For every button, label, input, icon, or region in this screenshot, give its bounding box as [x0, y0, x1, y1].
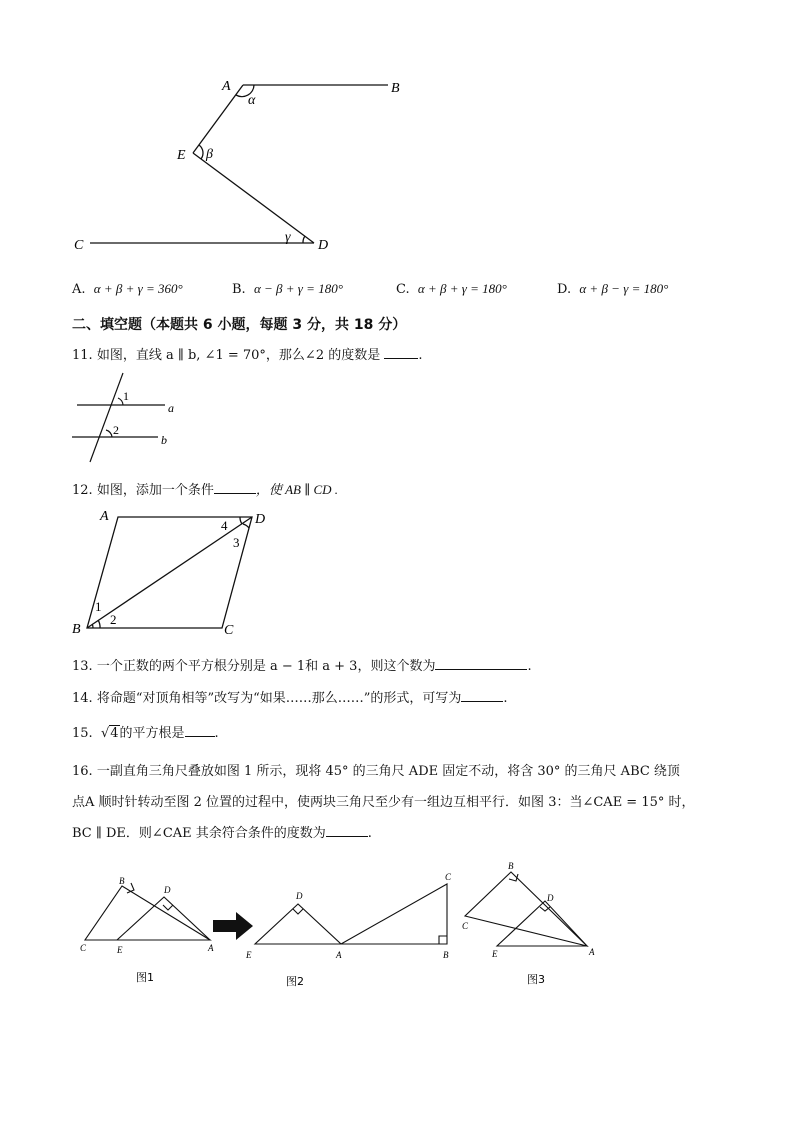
fig3-label-c: C	[462, 921, 469, 931]
fig1-label-a: A	[208, 943, 214, 953]
label-b: B	[391, 81, 400, 96]
fig3-label-b: B	[508, 861, 514, 871]
fig1-label-c: C	[80, 943, 87, 953]
q11-line-a-label: a	[168, 401, 174, 415]
q11-angle2-label: 2	[113, 423, 119, 437]
q13-text: 13. 一个正数的两个平方根分别是 a − 1和 a + 3，则这个数为 .	[72, 659, 532, 674]
q15-text: 15. √4的平方根是 .	[72, 726, 219, 741]
q16-line1: 16. 一副直角三角尺叠放如图 1 所示，现将 45° 的三角尺 ADE 固定不动，将含 30° 的三角尺 ABC 绕顶	[72, 764, 680, 779]
fig3-label-e: E	[492, 949, 498, 959]
q12-label-c: C	[224, 623, 234, 638]
fig2-right-angle-b	[439, 936, 447, 944]
q12-angle-3: 3	[233, 535, 240, 550]
right-angle-d	[163, 905, 173, 910]
fig1-label-e: E	[117, 945, 123, 955]
q16-line2: 点A 顺时针转动至图 2 位置的过程中，使两块三角尺至少有一组边互相平行．如图 3：当∠CAE = 15° 时，	[72, 795, 695, 810]
q10-option-a: A. α + β + γ = 360°	[72, 281, 183, 297]
label-d: D	[318, 238, 329, 253]
q12-angle-1: 1	[95, 599, 102, 614]
right-angle-b	[127, 883, 134, 893]
label-c: C	[74, 238, 84, 253]
sqrt-sign: √	[100, 726, 110, 741]
fig1-label-b: B	[119, 876, 125, 886]
fig3-label-a: A	[589, 947, 595, 957]
section-heading: 二、填空题（本题共 6 小题，每题 3 分，共 18 分）	[72, 317, 407, 333]
q12-angle-4: 4	[221, 518, 228, 533]
q14-text: 14. 将命题“对顶角相等”改写为“如果……那么……”的形式，可写为 .	[72, 691, 508, 706]
triangle-abc	[85, 886, 210, 940]
fig1-label-d: D	[164, 885, 171, 895]
fig2-label-e: E	[246, 950, 252, 960]
fig2-triangle-abc	[341, 884, 447, 944]
q12-angle-2: 2	[110, 612, 117, 627]
arrow-right-icon	[213, 912, 253, 940]
q12-text: 12. 如图，添加一个条件 ，使 AB ∥ CD .	[72, 482, 339, 498]
fig2-label-a: A	[336, 950, 342, 960]
q11-angle1-label: 1	[123, 389, 129, 403]
label-e: E	[177, 148, 186, 163]
q11-text: 11. 如图，直线 a ∥ b, ∠1 = 70°，那么∠2 的度数是 .	[72, 348, 423, 363]
fig2-label-b: B	[443, 950, 449, 960]
q12-label-b: B	[72, 622, 81, 637]
fig2-caption: 图2	[286, 975, 304, 988]
q12-label-a: A	[100, 509, 109, 524]
fig3-caption: 图3	[527, 973, 545, 986]
q10-option-b: B. α − β + γ = 180°	[232, 281, 343, 297]
fig2-label-d: D	[296, 891, 303, 901]
q11-line-b-label: b	[161, 433, 167, 447]
fig2-right-angle-d	[293, 909, 303, 914]
q12-label-d: D	[255, 512, 266, 527]
label-beta: β	[206, 147, 213, 162]
fig2-label-c: C	[445, 872, 452, 882]
fig3-label-d: D	[547, 893, 554, 903]
label-gamma: γ	[285, 230, 291, 245]
fig2-triangle-ade	[255, 904, 341, 944]
triangle-ade	[117, 897, 210, 940]
radicand: 4	[110, 726, 119, 741]
q10-option-d: D. α + β − γ = 180°	[557, 281, 669, 297]
label-alpha: α	[248, 93, 256, 108]
fig3-triangle-abc	[465, 872, 587, 946]
fig3-triangle-ade	[497, 901, 587, 946]
q10-option-c: C. α + β + γ = 180°	[396, 281, 507, 297]
fig1-caption: 图1	[136, 971, 154, 984]
label-a: A	[222, 79, 231, 94]
q16-line3: BC ∥ DE．则∠CAE 其余符合条件的度数为 .	[72, 826, 372, 841]
